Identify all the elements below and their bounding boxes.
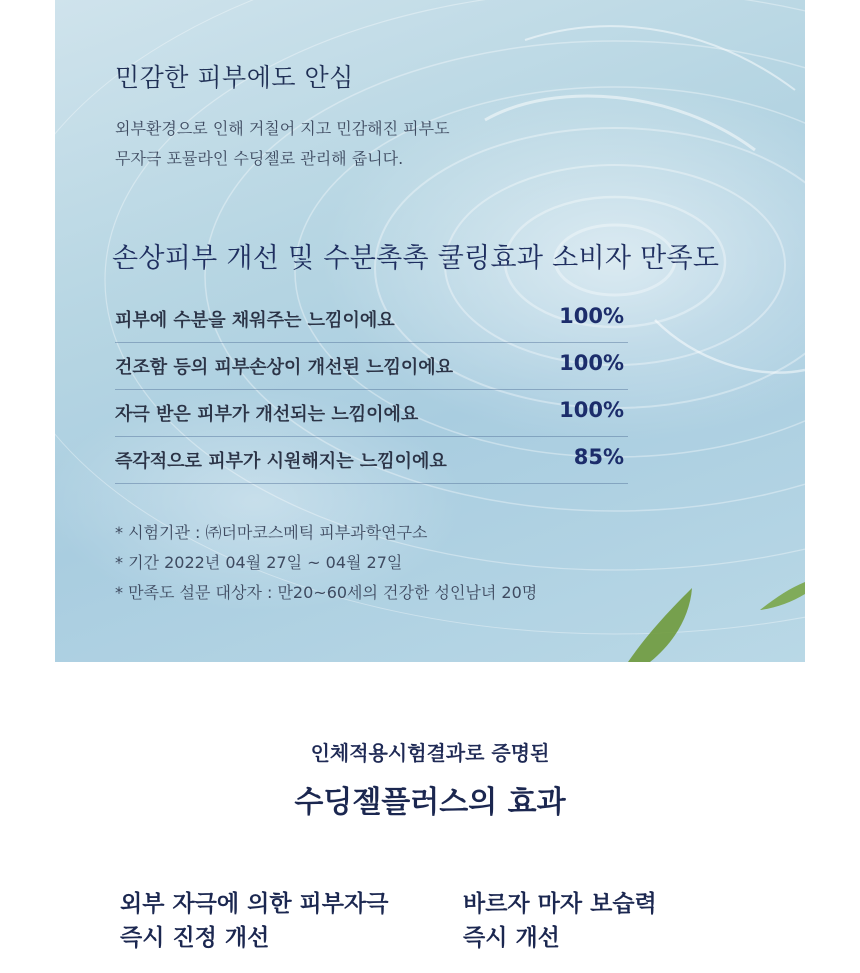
survey-percent: 100%: [559, 398, 624, 422]
survey-row: [115, 296, 628, 343]
benefit-line: 즉시 진정 개선: [120, 925, 270, 951]
benefit-soothing: [120, 887, 388, 955]
hero-description-line1: 외부환경으로 인해 거칠어 지고 민감해진 피부도: [115, 119, 450, 138]
hero-description-line2: 무자극 포뮬라인 수딩젤로 관리해 줍니다.: [115, 149, 404, 168]
benefit-line: 바르자 마자 보습력: [463, 891, 657, 917]
leaf-decoration: [620, 580, 805, 662]
survey-row: [115, 390, 628, 437]
survey-question: 건조함 등의 피부손상이 개선된 느낌이에요: [115, 357, 454, 378]
hero-subtitle: 민감한 피부에도 안심: [115, 63, 354, 92]
survey-row: [115, 343, 628, 390]
survey-question: 즉각적으로 피부가 시원해지는 느낌이에요: [115, 451, 447, 472]
benefit-line: 외부 자극에 의한 피부자극: [120, 891, 389, 917]
test-institution-note: * 시험기관 : ㈜더마코스메틱 피부과학연구소: [115, 523, 428, 542]
survey-percent: 100%: [559, 304, 624, 328]
survey-table: [115, 296, 628, 484]
benefit-moisture: [463, 887, 657, 955]
section-title: 수딩젤플러스의 효과: [294, 785, 566, 820]
section-eyebrow: 인체적용시험결과로 증명된: [310, 741, 550, 765]
survey-percent: 100%: [559, 351, 624, 375]
test-subjects-note: * 만족도 설문 대상자 : 만20~60세의 건강한 성인남녀 20명: [115, 583, 538, 602]
survey-title: 손상피부 개선 및 수분촉촉 쿨링효과 소비자 만족도: [112, 243, 720, 274]
hero-water-banner: [55, 0, 805, 662]
survey-row: [115, 437, 628, 484]
survey-question: 피부에 수분을 채워주는 느낌이에요: [115, 310, 395, 331]
survey-percent: 85%: [573, 445, 624, 469]
benefit-line: 즉시 개선: [463, 925, 560, 951]
test-period-note: * 기간 2022년 04월 27일 ~ 04월 27일: [115, 553, 403, 572]
survey-question: 자극 받은 피부가 개선되는 느낌이에요: [115, 404, 419, 425]
